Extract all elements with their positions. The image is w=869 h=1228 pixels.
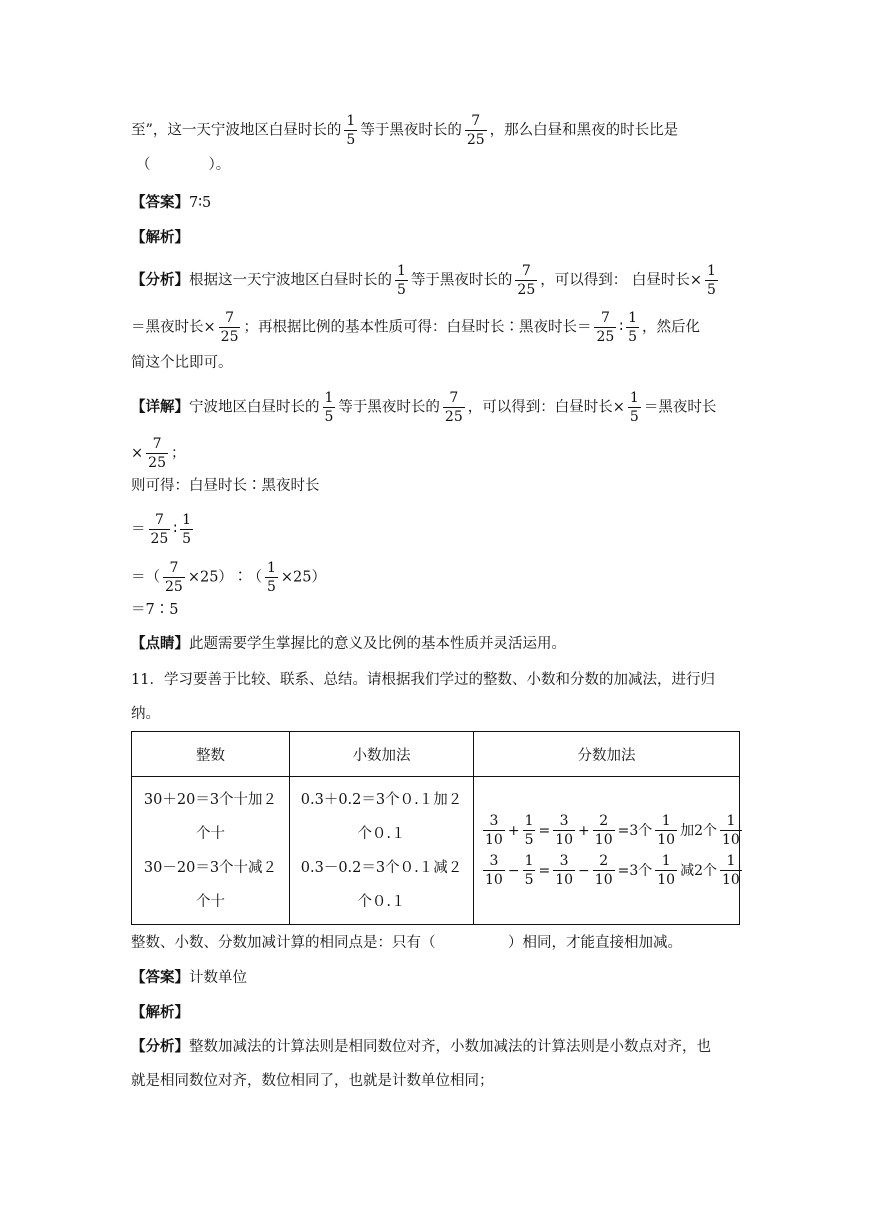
fraction-1-5: $\frac{1}{5}$ [182,512,192,547]
q10-step1: ＝ $\frac{7}{25}$ ∶ $\frac{1}{5}$ [131,512,192,547]
fraction-1-5: $\frac{1}{5}$ [346,113,356,148]
stem-text: ，那么白昼和黑夜的时长比是 [489,122,679,139]
header-decimal: 小数加法 [290,732,474,777]
q10-stem-line [131,113,678,148]
fraction-7-25: $\frac{7}{25}$ [220,310,239,345]
q10-xiangjie-line1: 【详解】宁波地区白昼时长的 $\frac{1}{5}$ 等于黑夜时长的 $\frac{7}{25}$ ，可以得到：白昼时长× $\frac{1}{5}$ ＝黑夜时长 [131,390,717,425]
fraction-7-25: $\frac{7}{25}$ [165,560,183,595]
fraction-1-5: $\frac{1}{5}$ [266,560,276,595]
fraction-1-5: $\frac{1}{5}$ [629,390,639,425]
q10-dianjing: 【点睛】此题需要学生掌握比的意义及比例的基本性质并灵活运用。 [131,635,566,652]
q11-jiexi-label: 【解析】 [131,1004,189,1021]
fraction-7-25: $\frac{7}{25}$ [148,436,166,471]
fraction-7-25: $\frac{7}{25}$ [444,390,463,425]
fraction-1-5: $\frac{1}{5}$ [707,263,716,298]
stem-text: 至”，这一天宁波地区白昼时长的 [131,122,342,139]
q11-stem-line1: 11．学习要善于比较、联系、总结。请根据我们学过的整数、小数和分数的加减法，进行归 [131,672,715,688]
fraction-7-25: $\frac{7}{25}$ [466,113,485,148]
decimal-cell: 0.3＋0.2＝3个０.１加２ 个０.１ 0.3－0.2＝3个０.１减２ 个０.１ [290,777,474,925]
fraction-1-5: $\frac{1}{5}$ [628,310,638,345]
q11-summary: 整数、小数、分数加减计算的相同点是：只有（ ）相同，才能直接相加减。 [131,935,682,951]
q11-answer: 【答案】计数单位 [131,969,247,986]
fraction-7-25: $\frac{7}{25}$ [596,310,615,345]
q11-fenxi-line1: 【分析】整数加减法的计算法则是相同数位对齐，小数加减法的计算法则是小数点对齐，也 [131,1038,711,1055]
integer-cell: 30＋20＝3个十加２ 个十 30－20＝3个十减２ 个十 [132,777,290,925]
table-header-row [132,732,740,777]
q10-fenxi-line1: 【分析】根据这一天宁波地区白昼时长的 $\frac{1}{5}$ 等于黑夜时长的 $\frac{7}{25}$ ，可以得到： 白昼时长× $\frac{1}{5}$ [131,263,716,298]
comparison-table [131,731,740,925]
fraction-sub-line: $\frac{3}{10}$ − $\frac{1}{5}$ = $\frac{3}{10}$ − $\frac{2}{10}$ =3个 $\frac{1}{10}$ 减2个 $\frac{1}{10}$ [485,853,740,888]
header-integer: 整数 [132,732,290,777]
q10-fenxi-line3: 简这个比即可。 [131,355,233,371]
q10-result: ＝7∶5 [131,602,179,618]
q10-xiangjie-line2: × $\frac{7}{25}$ ； [131,436,186,471]
fraction-1-5: $\frac{1}{5}$ [397,263,406,298]
fraction-add-line: $\frac{3}{10}$ + $\frac{1}{5}$ = $\frac{3}{10}$ + $\frac{2}{10}$ =3个 $\frac{1}{10}$ 加2个 $\frac{1}{10}$ [485,813,740,848]
fraction-cell [474,777,740,925]
table-row [132,777,740,925]
fraction-7-25: $\frac{7}{25}$ [150,512,169,547]
fraction-7-25: $\frac{7}{25}$ [517,263,536,298]
q10-fenxi-line2: ＝黑夜时长× $\frac{7}{25}$ ；再根据比例的基本性质可得：白昼时长∶黑夜时长＝ $\frac{7}{25}$ ∶ $\frac{1}{5}$ ，然后化 [131,310,701,345]
q10-step0: 则可得：白昼时长∶黑夜时长 [131,478,320,494]
header-fraction: 分数加法 [474,732,740,777]
fraction-1-5: $\frac{1}{5}$ [324,390,334,425]
q10-blank: （ ）。 [136,157,231,173]
q10-step2: ＝（ $\frac{7}{25}$ ×25）∶（ $\frac{1}{5}$ ×25） [131,560,326,595]
stem-text: 等于黑夜时长的 [360,122,462,139]
q10-answer: 【答案】7∶5 [131,194,212,211]
q11-stem-line2: 纳。 [131,706,160,722]
q10-jiexi-label: 【解析】 [131,229,189,246]
q11-fenxi-line2: 就是相同数位对齐，数位相同了，也就是计数单位相同； [131,1073,494,1089]
